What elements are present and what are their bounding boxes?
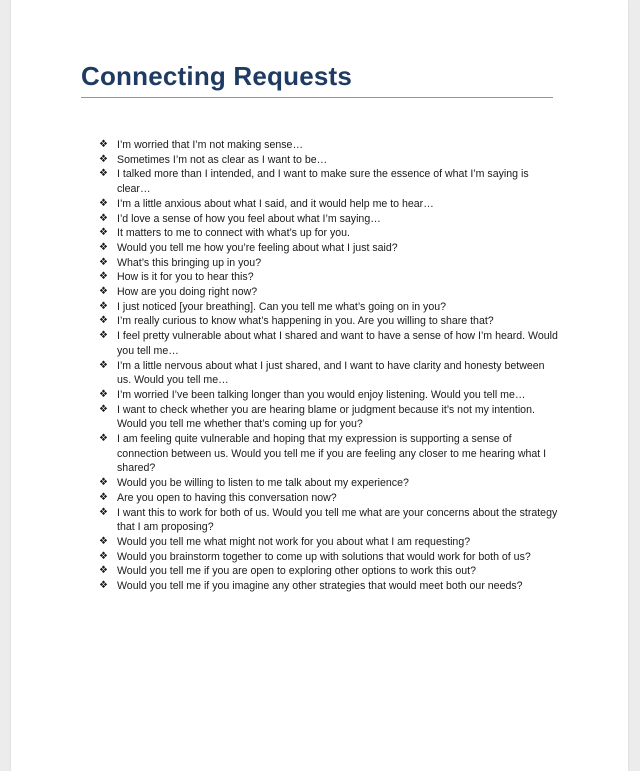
list-item-text: It matters to me to connect with what’s up for you. [117, 227, 350, 240]
diamond-bullet-icon: ❖ [99, 330, 108, 342]
list-item [99, 506, 559, 535]
list-item-text: What’s this bringing up in you? [117, 256, 262, 269]
diamond-bullet-icon: ❖ [99, 300, 108, 312]
diamond-bullet-icon: ❖ [99, 271, 108, 283]
list-item [99, 329, 559, 358]
diamond-bullet-icon: ❖ [99, 565, 108, 577]
diamond-bullet-icon: ❖ [99, 491, 108, 503]
diamond-bullet-icon: ❖ [99, 212, 108, 224]
list-item-text: I just noticed [your breathing]. Can you tell me what’s going on in you? [117, 300, 446, 313]
list-item [99, 256, 559, 271]
list-item-text: I want this to work for both of us. Would you tell me what are your concerns about the strategy that I am proposing? [117, 506, 558, 534]
list-item-text: Would you tell me what might not work for you about what I am requesting? [117, 535, 471, 548]
list-item-text: I’m worried that I’m not making sense… [117, 139, 304, 151]
diamond-bullet-icon: ❖ [99, 139, 108, 150]
list-item [99, 241, 559, 256]
list-item [99, 153, 559, 168]
diamond-bullet-icon: ❖ [99, 241, 108, 253]
diamond-bullet-icon: ❖ [99, 286, 108, 298]
list-item [99, 197, 559, 212]
diamond-bullet-icon: ❖ [99, 506, 108, 518]
list-item [99, 270, 559, 285]
list-item [99, 564, 559, 579]
diamond-bullet-icon: ❖ [99, 388, 108, 400]
diamond-bullet-icon: ❖ [99, 227, 108, 239]
list-item [99, 285, 559, 300]
title-underline [81, 97, 553, 98]
diamond-bullet-icon: ❖ [99, 403, 108, 415]
list-item-text: I’d love a sense of how you feel about what I’m saying… [117, 212, 381, 225]
diamond-bullet-icon: ❖ [99, 580, 108, 592]
list-item [99, 535, 559, 550]
list-item-text: Would you be willing to listen to me talk about my experience? [117, 477, 409, 490]
list-item [99, 388, 559, 403]
list-item [99, 300, 559, 315]
diamond-bullet-icon: ❖ [99, 315, 108, 327]
list-item-text: I’m a little anxious about what I said, and it would help me to hear… [117, 197, 434, 210]
list-item [99, 212, 559, 227]
list-item-text: I feel pretty vulnerable about what I shared and want to have a sense of how I’m heard. Would you tell me… [117, 330, 558, 357]
page-title: Connecting Requests [81, 61, 353, 91]
list-item-text: I am feeling quite vulnerable and hoping that my expression is supporting a sense of connection between us. Would you tell me if you are feeling any closer to me hearing what I shared? [117, 433, 547, 475]
diamond-bullet-icon: ❖ [99, 477, 108, 489]
list-item-text: I’m a little nervous about what I just shared, and I want to have clarity and honesty between us. Would you tell me… [117, 359, 545, 387]
list-item [99, 403, 559, 432]
diamond-bullet-icon: ❖ [99, 168, 108, 180]
list-item-text: Would you tell me if you are open to exploring other options to work this out? [117, 565, 477, 578]
list-item [99, 579, 559, 594]
list-item [99, 359, 559, 388]
list-item [99, 432, 559, 476]
list-item-text: Would you tell me how you’re feeling about what I just said? [117, 241, 398, 254]
diamond-bullet-icon: ❖ [99, 433, 108, 445]
list-item-text: Sometimes I’m not as clear as I want to be… [117, 153, 328, 166]
list-item [99, 167, 559, 196]
list-item [99, 314, 559, 329]
document-page [11, 0, 628, 771]
list-item-text: Are you open to having this conversation now? [117, 491, 337, 504]
diamond-bullet-icon: ❖ [99, 197, 108, 209]
list-item-text: Would you brainstorm together to come up with solutions that would work for both of us? [117, 550, 531, 563]
diamond-bullet-icon: ❖ [99, 550, 108, 562]
list-item-text: I want to check whether you are hearing blame or judgment because it’s not my intention. Would you tell me whether that’s coming up for you? [117, 403, 535, 431]
list-item [99, 226, 559, 241]
list-item [99, 550, 559, 565]
list-item [99, 491, 559, 506]
request-list [99, 138, 559, 594]
diamond-bullet-icon: ❖ [99, 535, 108, 547]
list-item-text: I’m worried I’ve been talking longer than you would enjoy listening. Would you tell me… [117, 388, 526, 401]
diamond-bullet-icon: ❖ [99, 256, 108, 268]
list-item-text: Would you tell me if you imagine any other strategies that would meet both our needs? [117, 580, 523, 593]
list-item [99, 138, 559, 153]
list-item-text: I’m really curious to know what’s happening in you. Are you willing to share that? [117, 315, 494, 328]
list-item-text: I talked more than I intended, and I want to make sure the essence of what I’m saying is clear… [117, 168, 529, 196]
list-item-text: How are you doing right now? [117, 286, 258, 299]
list-item [99, 476, 559, 491]
diamond-bullet-icon: ❖ [99, 359, 108, 371]
diamond-bullet-icon: ❖ [99, 153, 108, 165]
list-item-text: How is it for you to hear this? [117, 271, 254, 284]
